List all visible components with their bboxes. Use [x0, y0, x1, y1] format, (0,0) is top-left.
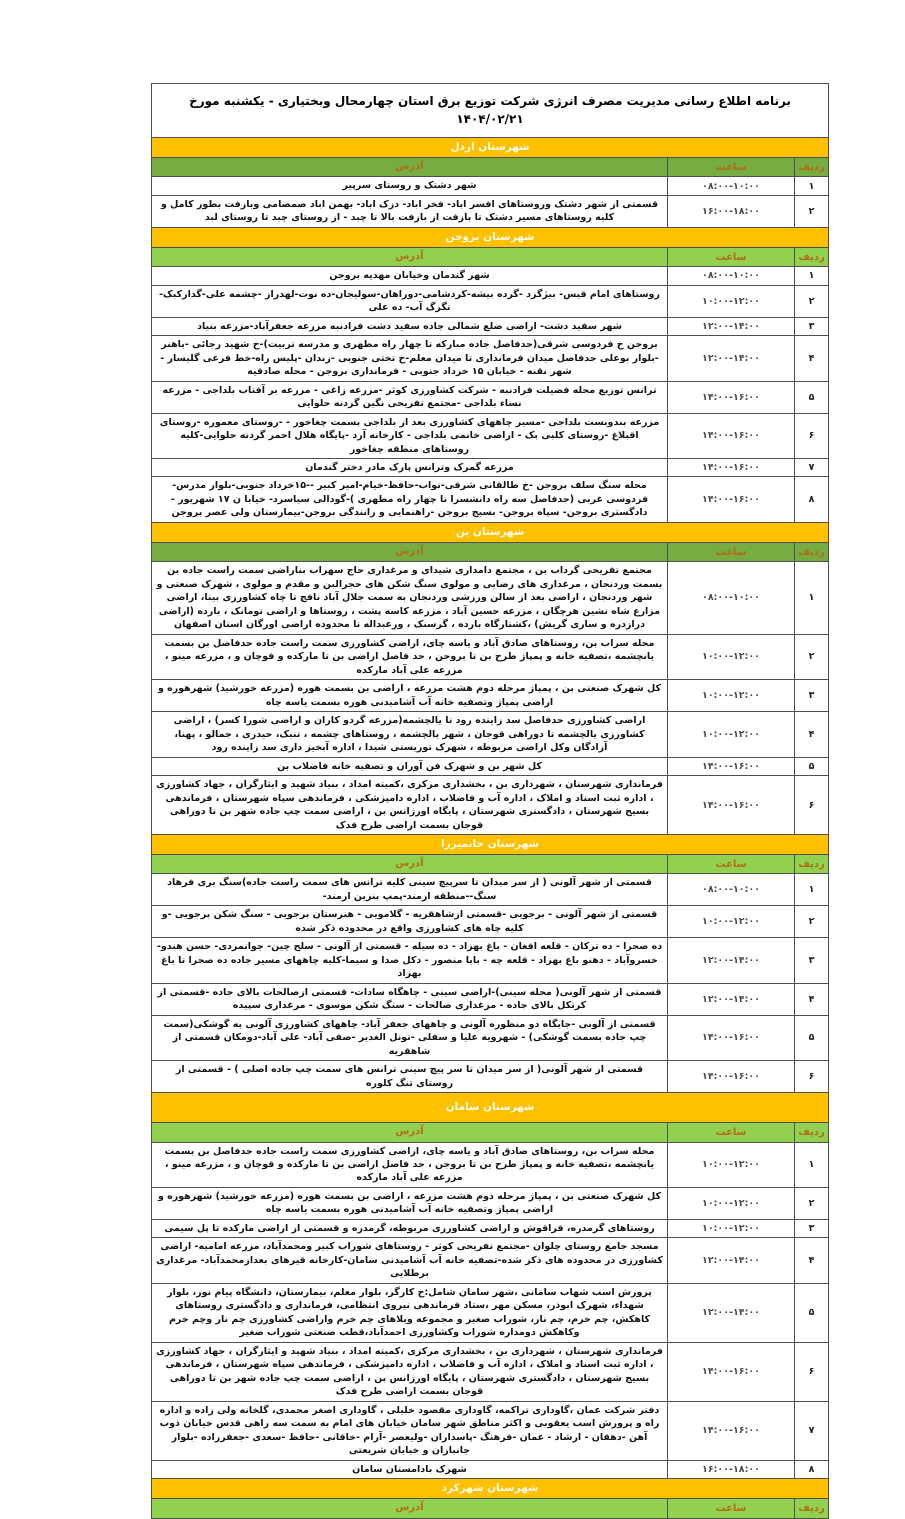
row-number: ۱ [794, 267, 828, 284]
outage-address: روستاهای گرمدره، قراقوش و اراضی کشاورزی مربوطه، گرمدره و قسمتی از اراضی مارکده تا پل سیمی [164, 1222, 655, 1234]
outage-address: قسمتی از شهر آلونی( محله سینی)-اراضی سینی - چاهگاه سادات- قسمتی ازصالحات بالای جاده -قسمتی از کرتکل بالای جاده - مرغداری صالحات - سنگ شکن موسوی - مرغداری سپیده [157, 986, 662, 1012]
column-header-address: آدرس [395, 546, 424, 558]
section-rows [152, 266, 828, 522]
outage-time: ۱۴:۰۰-۱۶:۰۰ [667, 1061, 794, 1092]
outage-address: ترانس توزیع محله فضیلت فرادنبه - شرکت کشاورزی کوثر -مزرعه زاغی - مزرعه بر آفتاب بلداجی - مزرعه نساء بلداجی -مجتمع تفریحی نگین گردنه حلوایی [162, 384, 657, 410]
outage-address: مجتمع تفریحی گرداب بن ، مجتمع دامداری شیدای و مرغداری حاج سهراب بناراضی سمت راست جاده بن بسمت وردنجان ، مرغداری های رضایی و مولوی سنگ شکن های حجرالبن و مقدم و مولوی ، شهرک صنعتی و شهر وردنجان ، اراضی بعد از سالن ورزشی وردنجان به سمت جلال آباد نافچ تا چاه کشاورزی بینا، اراضی مزارع شاه نشین هرچگان ، مزرعه حسین آباد ، مزرعه کاسه پشت ، روستاها و اراضی تومانک ، بارده (اراضی درازدره و ساری گریش) ،کشتارگاه بارده ، گرسنک ، ورعبداله تا محدوده اراضی اورگان استان اصفهان [156, 565, 663, 631]
outage-address: شهر سفید دشت- اراضی ضلع شمالی جاده سفید دشت فرادنبه مزرعه جعفرآباد-مزرعه بنیاد [197, 320, 622, 332]
section-header-bar: شهرستان خانمیرزا [152, 834, 828, 854]
outage-time: ۰۸:۰۰-۱۰:۰۰ [667, 874, 794, 905]
column-header-row-number: ردیف [794, 1123, 828, 1141]
outage-time: ۱۴:۰۰-۱۶:۰۰ [667, 1016, 794, 1060]
outage-address: قسمتی از شهر دشتک وروستاهای افسر اباد- فخر اباد- دزک اباد- بهمن اباد صمصامی وبازفت بطور کامل و کلیه روستاهای مسیر دشتک تا بازفت از بازفت بالا تا چبد - از روستای چبد تا روستای لبد [160, 198, 659, 224]
outage-address: دفتر شرکت عمان ،گاوداری تراکمه، گاوداری مقصود خلیلی ، گاوداری اصغر محمدی، گلخانه ولی زاده و اداره راه و پرورش اسب یعقوبی و اکثر مناطق شهر سامان خیابان های امام به سمت سه راهی قدس خیابان ذوب آهن -دهقان - ارشاد - عمان -فرهنگ -پاسداران -ولیعصر -آرام -خاقانی -حافظ -سعدی -جعفرزاده -بلوار جانبازان و خیابان شریعتی [159, 1404, 660, 1457]
outage-time: ۰۸:۰۰-۱۰:۰۰ [667, 177, 794, 194]
outage-address: شهر گندمان وخیابان مهدیه بروجن [329, 270, 490, 282]
section-header-bar: شهرستان سامان [152, 1092, 828, 1122]
column-header-row-number: ردیف [794, 855, 828, 873]
row-number: ۳ [794, 938, 828, 982]
outage-address: اراضی کشاورزی حدفاصل سد زاینده رود تا یالچشمه(مزرعه گردو کاران و اراضی شورا کسر) ، اراضی کشاورزی یالچشمه تا دوراهی قوجان ، شهر یالچشمه ، روستاهای چشمه ، تنبک، حیدری ، جمالو ، پهنا، آزادگان وکل اراضی مربوطه ، شهرک توریستی شیدا ، اداره آبخیز داری سد زاینده رود [173, 715, 646, 754]
column-header-time: ساعت [667, 248, 794, 266]
column-header-address: آدرس [395, 250, 424, 262]
table-row [152, 335, 828, 380]
outage-time: ۱۰:۰۰-۱۲:۰۰ [667, 286, 794, 317]
row-number: ۶ [794, 1061, 828, 1092]
table-row [152, 1187, 828, 1219]
column-header-row [152, 542, 828, 561]
outage-time: ۱۰:۰۰-۱۲:۰۰ [667, 635, 794, 679]
outage-time: ۱۰:۰۰-۱۲:۰۰ [667, 906, 794, 937]
row-number: ۸ [794, 477, 828, 521]
table-row [152, 1060, 828, 1092]
table-row [152, 1401, 828, 1460]
row-number: ۷ [794, 1402, 828, 1460]
section-rows [152, 176, 828, 226]
outage-address: مزرعه بندوبست بلداجی -مسیر چاههای کشاورزی بعد از بلداجی بسمت چغاخور - -روستای معموره -روستای اقبلاغ -روستای کلبی بک - اراضی خانمی بلداجی - کارخانه آرد -پایگاه هلال احمر گردنه حلوایی-کلیه روستاهای منطقه چغاخور [159, 416, 660, 455]
outage-time: ۱۲:۰۰-۱۴:۰۰ [667, 1238, 794, 1282]
row-number: ۱ [794, 1143, 828, 1187]
outage-time: ۱۴:۰۰-۱۶:۰۰ [667, 1402, 794, 1460]
table-row [152, 1142, 828, 1187]
table-row [152, 1219, 828, 1237]
table-row [152, 266, 828, 284]
table-row [152, 711, 828, 756]
section-header-bar: شهرستان اردل [152, 137, 828, 157]
city-section [152, 834, 828, 1092]
row-number: ۷ [794, 459, 828, 476]
outage-address: ده صحرا - ده ترکان - قلعه افغان - باغ بهزاد - ده سیله - قسمتی از آلونی - سلح چین- جوانمردی- حسن هندو- خسروآباد - دهنو باغ بهزاد - قلعه چه - بابا منصور - دکل صدا و سیما-کلیه چاههای مسیر جاده ده صحرا تا باغ بهزاد [156, 941, 663, 980]
table-row [152, 679, 828, 711]
row-number: ۲ [794, 1188, 828, 1219]
row-number: ۴ [794, 336, 828, 380]
row-number: ۶ [794, 414, 828, 458]
table-row [152, 476, 828, 521]
outage-time: ۱۰:۰۰-۱۲:۰۰ [667, 1143, 794, 1187]
outage-address: قسمتی از آلونی -جایگاه دو منظوره آلونی و چاههای جعفر آباد- چاههای کشاورزی آلونی به گوشکی(سمت چپ جاده بسمت گوشکی) - شهرویه علیا و سفلی -تونل الغدیر -صفی آباد- علی آباد-دومکان قسمتی از شاهقریه [163, 1018, 656, 1057]
column-header-row-number: ردیف [794, 248, 828, 266]
outage-time: ۱۲:۰۰-۱۴:۰۰ [667, 984, 794, 1015]
row-number: ۱ [794, 562, 828, 633]
row-number: ۵ [794, 1016, 828, 1060]
table-row [152, 775, 828, 834]
column-header-row [152, 1122, 828, 1141]
table-row [152, 905, 828, 937]
table-row [152, 381, 828, 413]
column-header-time: ساعت [667, 855, 794, 873]
column-header-time: ساعت [667, 1123, 794, 1141]
section-header-bar: شهرستان بروجن [152, 227, 828, 247]
row-number: ۵ [794, 382, 828, 413]
outage-time: ۱۴:۰۰-۱۶:۰۰ [667, 1343, 794, 1401]
section-header-bar: شهرستان شهرکرد [152, 1478, 828, 1498]
outage-time: ۱۴:۰۰-۱۶:۰۰ [667, 477, 794, 521]
table-row [152, 458, 828, 476]
outage-time: ۱۲:۰۰-۱۴:۰۰ [667, 1284, 794, 1342]
row-number: ۱ [794, 874, 828, 905]
city-section [152, 1478, 828, 1517]
city-section [152, 137, 828, 227]
outage-address: روستاهای امام قیس- بیژگرد -گرده بیشه-کردشامی-دوراهان-سولیجان-ده نوت-لهدراز -چشمه علی-گدارکبک-تگرگ آب- ده علی [159, 288, 660, 314]
outage-time: ۱۲:۰۰-۱۴:۰۰ [667, 938, 794, 982]
table-row [152, 1342, 828, 1401]
column-header-time: ساعت [667, 543, 794, 561]
outage-address: قسمتی از شهر آلونی( از سر میدان تا سر پیچ سینی ترانس های سمت چپ جاده اصلی ) - قسمتی از روستای تنگ کلوره [175, 1064, 644, 1089]
outage-time: ۰۸:۰۰-۱۰:۰۰ [667, 267, 794, 284]
row-number: ۳ [794, 318, 828, 335]
section-header-bar: شهرستان بن [152, 522, 828, 542]
table-row [152, 1283, 828, 1342]
outage-schedule-table [151, 83, 829, 1519]
city-section [152, 227, 828, 522]
column-header-address: آدرس [395, 1126, 424, 1138]
outage-address: شهر دشتک و روستای سرپیر [342, 180, 477, 192]
outage-time: ۱۶:۰۰-۱۸:۰۰ [667, 1461, 794, 1478]
table-row [152, 1237, 828, 1282]
row-number: ۱ [794, 177, 828, 194]
column-header-row [152, 854, 828, 873]
column-header-row-number: ردیف [794, 543, 828, 561]
outage-time: ۱۴:۰۰-۱۶:۰۰ [667, 459, 794, 476]
section-rows [152, 1142, 828, 1479]
row-number: ۲ [794, 196, 828, 227]
outage-time: ۱۲:۰۰-۱۴:۰۰ [667, 336, 794, 380]
row-number: ۴ [794, 712, 828, 756]
table-row [152, 561, 828, 633]
sections-container [152, 137, 828, 1518]
outage-address: قسمتی از شهر آلونی ( از سر میدان تا سرپیچ سینی کلیه ترانس های سمت راست جاده)سنگ بری فرهاد سنگ--منطقه ارمند-پمپ بنزین ارمند- [167, 877, 652, 902]
column-header-row-number: ردیف [794, 158, 828, 176]
outage-time: ۱۴:۰۰-۱۶:۰۰ [667, 758, 794, 775]
outage-time: ۱۴:۰۰-۱۶:۰۰ [667, 776, 794, 834]
column-header-row-number: ردیف [794, 1499, 828, 1517]
table-row [152, 873, 828, 905]
row-number: ۳ [794, 1220, 828, 1237]
outage-address: مسجد جامع روستای چلوان -مجتمع تفریحی کوثر - روستاهای شوراب کبیر ومحمدآباد، مزرعه امامیه- اراضی کشاورزی در محدوده های ذکر شده-تصفیه خانه آب آشامیدنی سامان-کارخانه قیرهای بعدازمحمدآباد- مرغداری برطلایی [156, 1241, 663, 1280]
outage-time: ۱۰:۰۰-۱۲:۰۰ [667, 1220, 794, 1237]
section-rows [152, 561, 828, 834]
row-number: ۶ [794, 1343, 828, 1401]
page-title: برنامه اطلاع رسانی مدیریت مصرف انرژی شرکت توزیع برق استان چهارمحال وبختیاری - یکشنبه مورخ ۱۴۰۴/۰۲/۲۱ [189, 94, 791, 126]
row-number: ۴ [794, 984, 828, 1015]
table-row [152, 1015, 828, 1060]
row-number: ۲ [794, 635, 828, 679]
table-row [152, 176, 828, 194]
column-header-row [152, 157, 828, 176]
outage-time: ۰۸:۰۰-۱۰:۰۰ [667, 562, 794, 633]
section-rows [152, 873, 828, 1092]
row-number: ۲ [794, 286, 828, 317]
city-section [152, 1092, 828, 1478]
outage-address: کل شهرک صنعتی بن ، پمپاژ مرحله دوم هشت مزرعه ، اراضی بن بسمت هوره (مزرعه خورشید) شهرهوره و اراضی پمپاژ وتصفیه خانه آب آشامیدنی هوره بسمت یاسه چاه [157, 683, 662, 708]
outage-time: ۱۲:۰۰-۱۴:۰۰ [667, 318, 794, 335]
column-header-time: ساعت [667, 1499, 794, 1517]
table-row [152, 634, 828, 679]
outage-address: فرمانداری شهرستان ، شهرداری بن ، بخشداری مرکزی ،کمیته امداد ، بنیاد شهید و ایثارگران ، جهاد کشاورزی ، اداره ثبت اسناد و املاک ، اداره آب و فاضلاب ، اداره دامپزشکی ، فرماندهی سپاه شهرستان ، فرماندهی بسیج شهرستان ، دادگستری شهرستان ، پایگاه اورژانس بن ، اراضی سمت چپ جاده شهر بن تا دوراهی قوجان بسمت اراضی طرح فدک [156, 779, 663, 831]
row-number: ۵ [794, 1284, 828, 1342]
city-section [152, 522, 828, 834]
outage-address: فرمانداری شهرستان ، شهرداری بن ، بخشداری مرکزی ،کمیته امداد ، بنیاد شهید و ایثارگران ، جهاد کشاورزی ، اداره ثبت اسناد و املاک ، اداره آب و فاضلاب ، اداره دامپزشکی ، فرماندهی سپاه شهرستان ، فرماندهی بسیج شهرستان ، دادگستری شهرستان ، پایگاه اورژانس بن ، اراضی سمت چپ جاده شهر بن تا دوراهی قوجان بسمت اراضی طرح فدک [156, 1345, 663, 1398]
column-header-address: آدرس [395, 858, 424, 870]
outage-time: ۱۰:۰۰-۱۲:۰۰ [667, 1188, 794, 1219]
outage-address: محله سراب بن، روستاهای صادق آباد و یاسه چای، اراضی کشاورزی سمت راست جاده حدفاصل بن بسمت یانچشمه ،تصفیه خانه و پمپاژ طرح بن تا بروجن ، حد فاصل اراضی بن تا مارکده و قوچان و ، مزرعه مینو ، مزرعه علی آباد مارکده [164, 1145, 655, 1184]
row-number: ۳ [794, 680, 828, 711]
outage-time: ۱۴:۰۰-۱۶:۰۰ [667, 382, 794, 413]
table-row [152, 757, 828, 775]
row-number: ۵ [794, 758, 828, 775]
table-row [152, 1460, 828, 1478]
table-row [152, 195, 828, 227]
row-number: ۸ [794, 1461, 828, 1478]
table-row [152, 317, 828, 335]
outage-time: ۱۴:۰۰-۱۶:۰۰ [667, 414, 794, 458]
row-number: ۴ [794, 1238, 828, 1282]
table-row [152, 413, 828, 458]
table-row [152, 937, 828, 982]
column-header-row [152, 1498, 828, 1517]
outage-address: محله سنگ سلف بروجن -خ طالقانی شرقی-نواب-حافظ-خیام-امیر کبیر --۱۵خرداد جنوبی-بلوار مدرس-فردوسی غربی (حدفاصل سه راه دانشسرا تا چهار راه مطهری )-گودالی سیاسرد- خیابا ن ۱۷ شهریور - دادگستری بروجن- سپاه بروجن- بسیج بروجن -راهنمایی و رانندگی بروجن-بیمارستان ولی عصر بروجن [170, 480, 649, 519]
column-header-row [152, 247, 828, 266]
table-row [152, 285, 828, 317]
outage-time: ۱۶:۰۰-۱۸:۰۰ [667, 196, 794, 227]
outage-address: مزرعه گمرک وترانس پارک مادر دختر گندمان [305, 461, 514, 473]
outage-address: قسمتی از شهر آلونی - برجویی -قسمتی ازشاهقریه - گلامویی - هنرستان برجویی - سنگ شکن برجویی -و کلیه چاه های کشاورزی واقع در محدوده ذکر شده [161, 909, 658, 934]
outage-address: محله سراب بن، روستاهای صادق آباد و یاسه چای، اراضی کشاورزی سمت راست جاده حدفاصل بن بسمت یانچشمه ،تصفیه خانه و پمپاژ طرح بن تا بروجن ، حد فاصل اراضی بن تا مارکده و قوچان و ، مزرعه مینو ، مزرعه علی آباد مارکده [164, 637, 655, 676]
outage-time: ۱۰:۰۰-۱۲:۰۰ [667, 680, 794, 711]
outage-address: شهرک بادامستان سامان [352, 1463, 467, 1475]
outage-address: کل شهرک صنعتی بن ، پمپاژ مرحله دوم هشت مزرعه ، اراضی بن بسمت هوره (مزرعه خورشید) شهرهوره و اراضی پمپاژ وتصفیه خانه آب آشامیدنی هوره بسمت یاسه چاه [157, 1190, 662, 1216]
row-number: ۶ [794, 776, 828, 834]
column-header-address: آدرس [395, 1502, 424, 1514]
outage-address: پرورش اسب شهاب سامانی ،شهر سامان شامل:خ کارگر، بلوار معلم، بیمارستان، دانشگاه پیام نور، بلوار شهداء، شهرک ابوذر، مسکن مهر ،ستاد فرماندهی نیروی انتظامی، فرمانداری و دادگستری روستاهای کاهکش، چم خرم، چم نار، شوراب صغیر و مجموعه ویلاهای چم خرم واراضی کشاورزی چم نار وچم خرم وکاهکش دومداره شوراب وکشاورزی احمدآباد،قطب صنعتی شوراب صغیر [167, 1286, 652, 1339]
column-header-time: ساعت [667, 158, 794, 176]
outage-address: کل شهر بن و شهرک فن آوران و تصفیه خانه فاضلاب بن [277, 760, 542, 772]
outage-address: بروجن خ فردوسی شرقی(حدفاصل جاده مبارکه تا چهار راه مطهری و مدرسه تربیت)-خ شهید رجائی -باهنر -بلوار بوعلی حدفاصل میدان فرمانداری تا میدان معلم-خ تختی جنوبی -زندان -پلیس راه-خط فرعی گلیسار - شهر نقنه - خیابان ۱۵ خرداد جنوبی - فرمانداری بروجن - محله صادقیه [160, 339, 659, 378]
outage-time: ۱۰:۰۰-۱۲:۰۰ [667, 712, 794, 756]
table-row [152, 983, 828, 1015]
column-header-address: آدرس [395, 161, 424, 173]
row-number: ۲ [794, 906, 828, 937]
